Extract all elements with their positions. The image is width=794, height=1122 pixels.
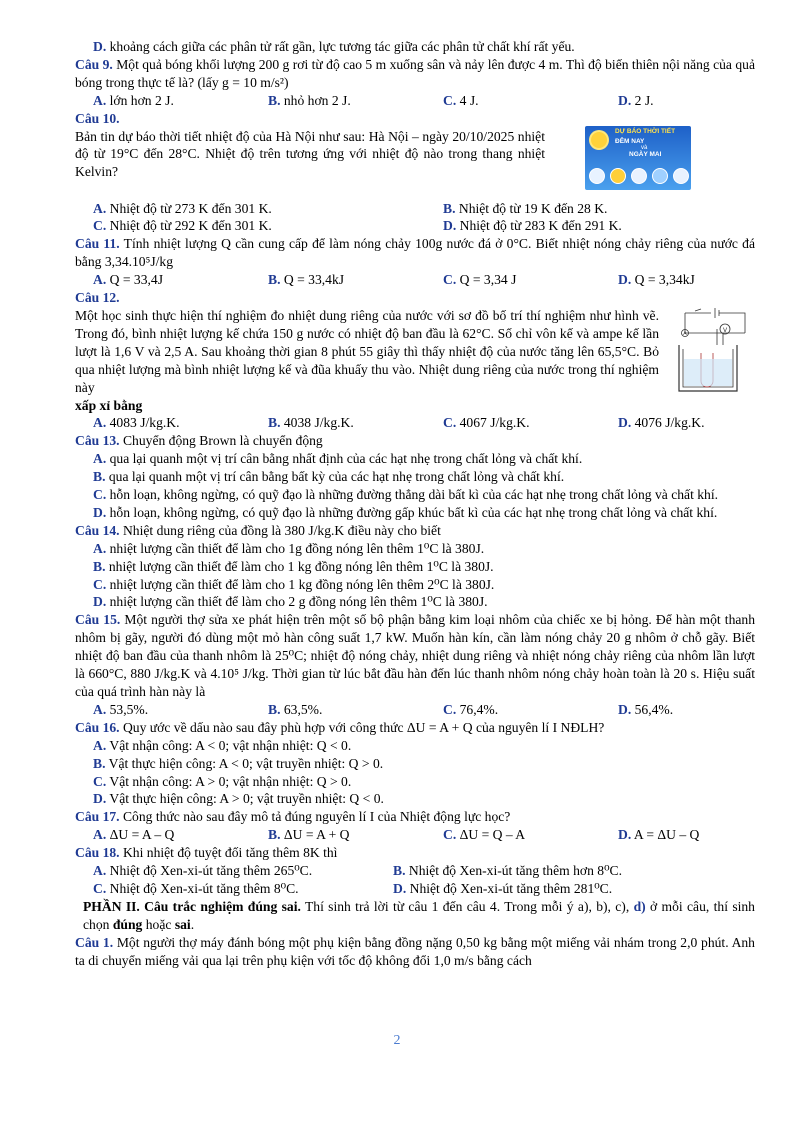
weather-cloud-icon [673,168,689,184]
q10-options-row1: A. Nhiệt độ từ 273 K đến 301 K. B. Nhiệt độ từ 19 K đến 28 K. [93,200,608,216]
weather-cloud-icon [631,168,647,184]
q12-option-d: 4076 J/kg.K. [634,415,705,431]
q11-option-d: Q = 3,34kJ [634,272,695,288]
q16-option-a: A. Vật nhận công: A < 0; vật nhận nhiệt: Q < 0. [93,737,352,753]
q18-option-a: Nhiệt độ Xen-xi-út tăng thêm 265⁰C. [109,863,313,879]
q15-option-b: 63,5%. [283,701,323,717]
q9-option-b: nhỏ hơn 2 J. [283,92,351,108]
q17-option-b: ΔU = A + Q [283,827,350,843]
q16-option-c: C. Vật nhận công: A > 0; vật nhận nhiệt: Q > 0. [93,773,352,789]
question-15: Câu 15. Một người thợ sửa xe phát hiện trên một số bộ phận bằng kim loại nhôm của chiếc xe bị hỏng. Để hàn một thanh nhôm bị gãy, người đó dùng một mỏ hàn công suất 1,7 kW. Muốn hàn kín, cần làm nóng chảy 20 g nhôm ở chỗ gãy. Biết nhiệt độ ban đầu của thanh nhôm là 25⁰C; nhiệt độ nóng chảy, nhiệt dung riêng và nhiệt nóng chảy riêng của nhôm lần lượt là 660°C, 880 J/kg.K và 4.10⁵ J/kg. Thời gian từ lúc bắt đầu hàn đến lúc thanh nhôm nóng chảy hoàn toàn là 20 s. Hiệu suất của quá trình hàn này là [75,612,755,699]
weather-sun-icon [610,168,626,184]
weather-icons-row [589,168,689,184]
question-10-label: Câu 10. [75,110,120,126]
q9-options: A. lớn hơn 2 J. B. nhỏ hơn 2 J. C. 4 J. D. 2 J. [93,92,654,108]
q14-option-c: C. nhiệt lượng cần thiết để làm cho 1 kg đồng nóng lên thêm 2⁰C là 380J. [93,576,495,592]
q14-option-d: D. nhiệt lượng cần thiết để làm cho 2 g đồng nóng lên thêm 1⁰C là 380J. [93,594,488,610]
question-13: Câu 13. Chuyển động Brown là chuyển động [75,433,323,449]
sun-cloud-icon [591,132,607,148]
q10-option-c: Nhiệt độ từ 292 K đến 301 K. [109,218,272,234]
q17-option-a: ΔU = A – Q [109,827,175,843]
q11-option-a: Q = 33,4J [109,272,163,288]
q12-option-c: 4067 J/kg.K. [459,415,530,431]
part-2-question-1: Câu 1. Một người thợ máy đánh bóng một phụ kiện bằng đồng nặng 0,50 kg bằng một miếng vải nhám trong 2,0 phút. Anh ta di chuyển miếng vải qua lại trên phụ kiện với tốc độ không đổi 1,0 m/s bằng cách [75,934,755,968]
q9-option-d: 2 J. [634,92,654,108]
question-17: Câu 17. Công thức nào sau đây mô tả đúng nguyên lí I của Nhiệt động lực học? [75,809,511,825]
q13-option-a: A. qua lại quanh một vị trí cân bằng nhất định của các hạt nhẹ trong chất lỏng và chất khí. [93,451,583,467]
q15-option-d: 56,4%. [634,701,674,717]
weather-rain-icon [652,168,668,184]
forecast-title: DỰ BÁO THỜI TIẾT [615,127,676,135]
q18-option-d: Nhiệt độ Xen-xi-út tăng thêm 281⁰C. [409,880,613,896]
q14-option-b: B. nhiệt lượng cần thiết để làm cho 1 kg đồng nóng lên thêm 1⁰C là 380J. [93,558,494,574]
question-12-label: Câu 12. [75,290,120,306]
q11-options: A. Q = 33,4J B. Q = 33,4kJ C. Q = 3,34 J D. Q = 3,34kJ [93,272,695,288]
q15-options: A. 53,5%. B. 63,5%. C. 76,4%. D. 56,4%. [93,701,674,717]
q8-option-d: D. khoảng cách giữa các phân tử rất gần, lực tương tác giữa các phân tử chất khí rất yếu. [93,39,575,54]
svg-text:A: A [683,330,687,337]
weather-cloud-icon [589,168,605,184]
weather-forecast-image: DỰ BÁO THỜI TIẾT ĐÊM NAY và NGÀY MAI [585,126,691,190]
document-page [75,38,755,970]
q17-option-d: A = ΔU – Q [633,827,700,843]
q13-option-d: D. hỗn loạn, không ngừng, có quỹ đạo là những đường gấp khúc bất kì của các hạt nhẹ trong chất lỏng và chất khí. [93,504,718,520]
question-9: Câu 9. Một quả bóng khối lượng 200 g rơi từ độ cao 5 m xuống sân và nảy lên được 4 m. Thì độ biến thiên nội năng của quả bóng trong thực tế là? (lấy g = 10 m/s²) [75,56,755,90]
q17-options: A. ΔU = A – Q B. ΔU = A + Q C. ΔU = Q – A D. A = ΔU – Q [93,827,700,843]
q18-options-row2: C. Nhiệt độ Xen-xi-út tăng thêm 8⁰C. D. Nhiệt độ Xen-xi-út tăng thêm 281⁰C. [93,880,613,896]
q11-option-c: Q = 3,34 J [459,272,517,288]
question-18: Câu 18. Khi nhiệt độ tuyệt đối tăng thêm 8K thì [75,845,338,861]
question-14: Câu 14. Nhiệt dung riêng của đồng là 380 J/kg.K điều này cho biết [75,522,441,538]
q10-option-a: Nhiệt độ từ 273 K đến 301 K. [109,200,272,216]
svg-text:V: V [722,326,728,334]
q12-option-a: 4083 J/kg.K. [109,415,180,431]
q15-option-c: 76,4%. [459,701,499,717]
q17-option-c: ΔU = Q – A [459,827,526,843]
part-2-heading: PHẦN II. Câu trắc nghiệm đúng sai. Thí sinh trả lời từ câu 1 đến câu 4. Trong mỗi ý a), b), c), d) ở mỗi câu, thí sinh chọn đúng hoặc sai. [83,898,755,932]
question-12-body: V A Một học sinh thực hiện thí nghiệm đo nhiệt dung riêng của nước với sơ đồ bố trí thí nghiệm như hình vẽ. Trong đó, bình nhiệt lượng kế chứa 150 g nước có nhiệt độ ban đầu là 62°C. Số chỉ vôn kế và ampe kế lần lượt là 1,6 V và 2,5 A. Sau khoảng thời gian 8 phút 55 giây thì thấy nhiệt độ của nước tăng lên 65,5°C. Bỏ qua nhiệt lượng mà bình nhiệt lượng kế và đũa khuấy thu vào. Nhiệt dung riêng của nước trong thí nghiệm này xấp xỉ bằng [75,307,755,414]
q12-options: A. 4083 J/kg.K. B. 4038 J/kg.K. C. 4067 J/kg.K. D. 4076 J/kg.K. [93,415,705,431]
q18-options-row1: A. Nhiệt độ Xen-xi-út tăng thêm 265⁰C. B. Nhiệt độ Xen-xi-út tăng thêm hơn 8⁰C. [93,863,622,879]
q14-option-a: A. nhiệt lượng cần thiết để làm cho 1g đồng nóng lên thêm 1⁰C là 380J. [93,540,485,556]
q11-option-b: Q = 33,4kJ [283,272,345,288]
q13-option-c: C. hỗn loạn, không ngừng, có quỹ đạo là những đường thẳng dài bất kì của các hạt nhẹ trong chất lỏng và chất khí. [93,487,719,503]
q10-option-d: Nhiệt độ từ 283 K đến 291 K. [459,218,622,234]
q16-option-b: B. Vật thực hiện công: A < 0; vật truyền nhiệt: Q > 0. [93,755,384,771]
page-number: 2 [393,1033,401,1048]
q13-option-b: B. qua lại quanh một vị trí cân bằng bất kỳ của các hạt nhẹ trong chất lỏng và chất khí. [93,469,565,485]
q9-option-a: lớn hơn 2 J. [109,92,174,108]
question-10-text: Bản tin dự báo thời tiết nhiệt độ của Hà Nội như sau: Hà Nội – ngày 20/10/2025 nhiệt độ từ 19°C đến 28°C. Nhiệt độ trên tương ứng với nhiệt độ nào trong thang nhiệt Kelvin? [75,128,545,180]
q16-option-d: D. Vật thực hiện công: A > 0; vật truyền nhiệt: Q < 0. [93,791,384,807]
q18-option-c: Nhiệt độ Xen-xi-út tăng thêm 8⁰C. [109,880,299,896]
q15-option-a: 53,5%. [109,701,149,717]
calorimeter-diagram [665,305,755,397]
question-16: Câu 16. Quy ước về dấu nào sau đây phù hợp với công thức ΔU = A + Q của nguyên lí I NĐLH? [75,719,605,735]
question-10-body [75,128,755,200]
q12-option-b: 4038 J/kg.K. [283,415,354,431]
q10-option-b: Nhiệt độ từ 19 K đến 28 K. [458,200,608,216]
q9-option-c: 4 J. [459,92,479,108]
q10-options-row2: C. Nhiệt độ từ 292 K đến 301 K. D. Nhiệt độ từ 283 K đến 291 K. [93,218,622,234]
q18-option-b: Nhiệt độ Xen-xi-út tăng thêm hơn 8⁰C. [408,863,622,879]
question-11: Câu 11. Tính nhiệt lượng Q cần cung cấp để làm nóng chảy 100g nước đá ở 0°C. Biết nhiệt nóng chảy riêng của nước đá bằng 3,34.10⁵J/kg [75,236,755,270]
